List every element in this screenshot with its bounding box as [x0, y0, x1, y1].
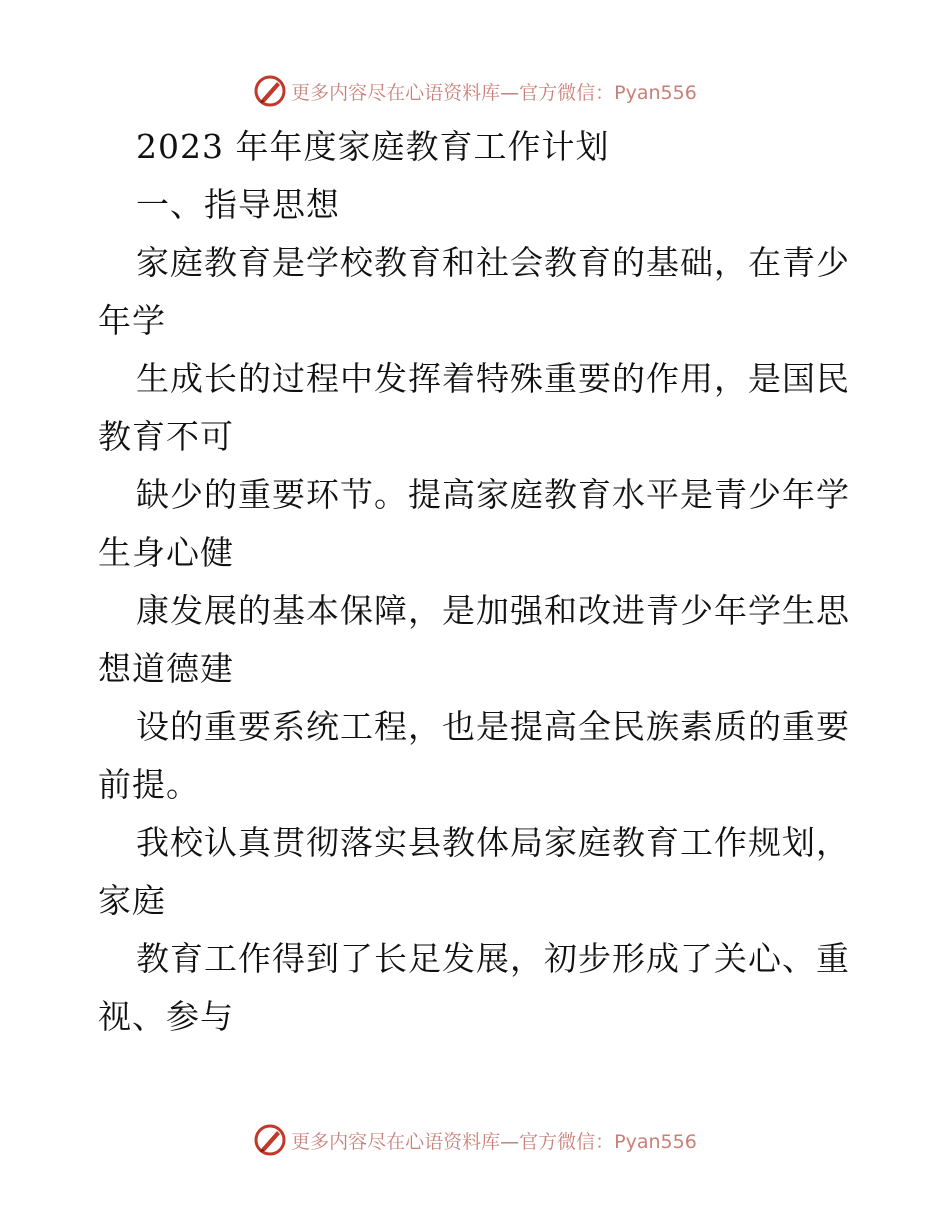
paragraph-line: 前提。 [98, 765, 200, 804]
paragraph-line: 想道德建 [98, 649, 234, 688]
banner-text: 更多内容尽在心语资料库—官方微信：Pyan556 [291, 81, 697, 104]
paragraph-line: 教育工作得到了长足发展，初步形成了关心、重 [136, 939, 850, 978]
section-heading: 一、指导思想 [136, 185, 340, 224]
paragraph-line: 设的重要系统工程，也是提高全民族素质的重要 [136, 707, 850, 746]
paragraph-line: 康发展的基本保障，是加强和改进青少年学生思 [136, 591, 850, 630]
document-body [98, 118, 858, 1046]
paragraph-line: 年学 [98, 301, 166, 340]
paragraph-line: 生成长的过程中发挥着特殊重要的作用，是国民 [136, 359, 850, 398]
banner-text: 更多内容尽在心语资料库—官方微信：Pyan556 [291, 1130, 697, 1153]
paragraph-line: 生身心健 [98, 533, 234, 572]
footer-banner [0, 1118, 950, 1162]
paragraph-line: 教育不可 [98, 417, 234, 456]
pen-logo-icon [253, 74, 287, 108]
paragraph-line: 缺少的重要环节。提高家庭教育水平是青少年学 [136, 475, 850, 514]
document-title: 2023 年年度家庭教育工作计划 [136, 127, 610, 166]
header-banner [0, 69, 950, 113]
paragraph-line: 视、参与 [98, 997, 234, 1036]
paragraph-line: 家庭 [98, 881, 166, 920]
paragraph-line: 我校认真贯彻落实县教体局家庭教育工作规划， [136, 823, 850, 862]
pen-logo-icon [253, 1123, 287, 1157]
paragraph-line: 家庭教育是学校教育和社会教育的基础，在青少 [136, 243, 850, 282]
